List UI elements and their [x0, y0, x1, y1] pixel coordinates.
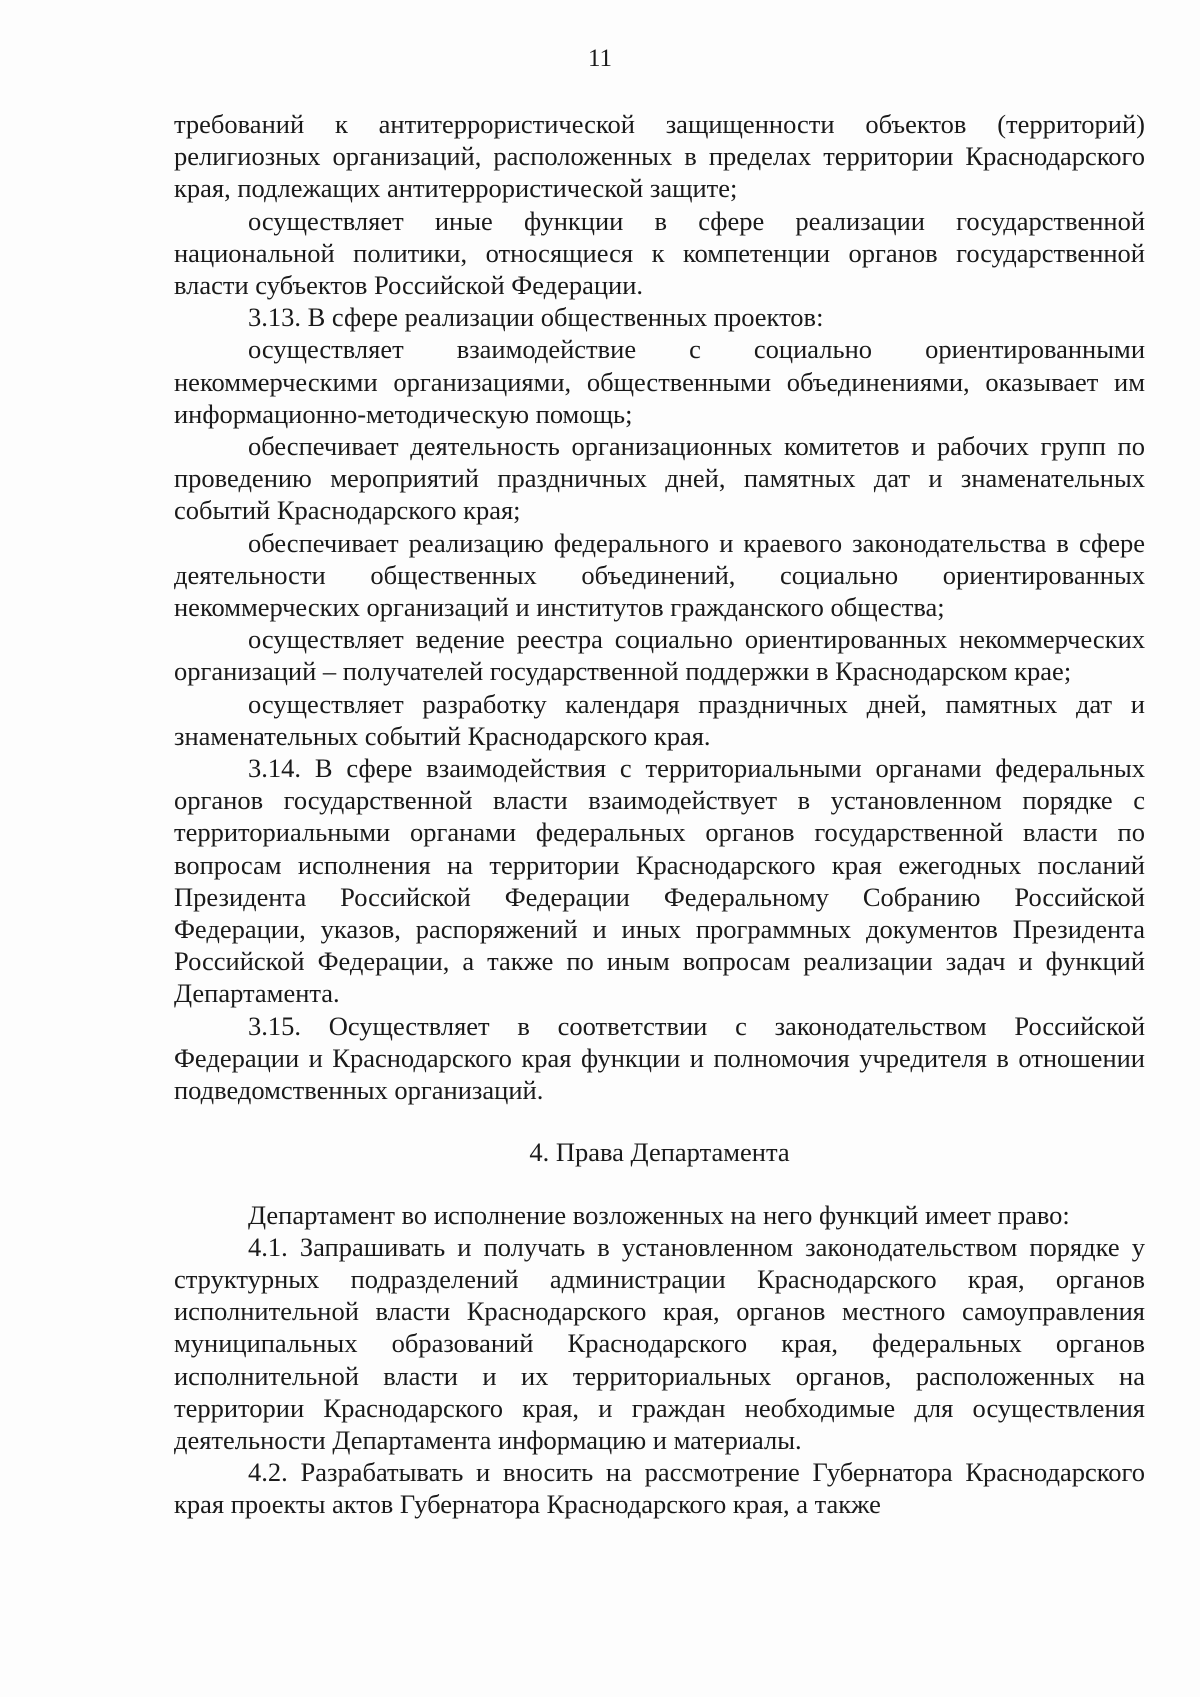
paragraph-clause-3-15: 3.15. Осуществляет в соответствии с законодательством Российской Федерации и Краснодарского края функции и полномочия учредителя в отношении подведомственных организаций.: [174, 1010, 1145, 1106]
paragraph: обеспечивает реализацию федерального и краевого законодательства в сфере деятельности общественных объединений, социально ориентированных некоммерческих организаций и институтов гражданского общества;: [174, 527, 1145, 623]
paragraph-clause-3-14: 3.14. В сфере взаимодействия с территориальными органами федеральных органов государственной власти взаимодействует в установленном порядке с территориальными органами федеральных органов государственной власти по вопросам исполнения на территории Краснодарского края ежегодных посланий Президента Российской Федерации Федеральному Собранию Российской Федерации, указов, распоряжений и иных программных документов Президента Российской Федерации, а также по иным вопросам реализации задач и функций Департамента.: [174, 753, 1145, 1009]
paragraph: осуществляет иные функции в сфере реализации государственной национальной политики, относящиеся к компетенции органов государственной власти субъектов Российской Федерации.: [174, 205, 1145, 301]
paragraph: осуществляет взаимодействие с социально ориентированными некоммерческими организациями, общественными объединениями, оказывает им информационно-методическую помощь;: [174, 334, 1145, 429]
document-body: [174, 108, 1145, 1521]
page-number: 11: [587, 45, 613, 72]
paragraph-clause-4-1: 4.1. Запрашивать и получать в установленном законодательством порядке у структурных подразделений администрации Краснодарского края, органов исполнительной власти Краснодарского края, органов местного самоуправления муниципальных образований Краснодарского края, федеральных органов исполнительной власти и их территориальных органов, расположенных на территории Краснодарского края, и граждан необходимые для осуществления деятельности Департамента информацию и материалы.: [174, 1231, 1145, 1455]
paragraph-clause-4-2: 4.2. Разрабатывать и вносить на рассмотрение Губернатора Краснодарского края проекты актов Губернатора Краснодарского края, а также: [174, 1457, 1145, 1520]
paragraph-section-intro: Департамент во исполнение возложенных на него функций имеет право:: [248, 1199, 1070, 1230]
paragraph: обеспечивает деятельность организационных комитетов и рабочих групп по проведению мероприятий праздничных дней, памятных дат и знаменательных событий Краснодарского края;: [174, 431, 1145, 526]
paragraph: осуществляет разработку календаря праздничных дней, памятных дат и знаменательных событий Краснодарского края.: [174, 688, 1145, 751]
paragraph-clause-3-13: 3.13. В сфере реализации общественных проектов:: [248, 302, 824, 333]
paragraph-continuation: требований к антитеррористической защищенности объектов (территорий) религиозных организаций, расположенных в пределах территории Краснодарского края, подлежащих антитеррористической защите;: [174, 109, 1145, 204]
section-heading: 4. Права Департамента: [529, 1137, 790, 1168]
paragraph: осуществляет ведение реестра социально ориентированных некоммерческих организаций – получателей государственной поддержки в Краснодарском крае;: [174, 624, 1145, 687]
